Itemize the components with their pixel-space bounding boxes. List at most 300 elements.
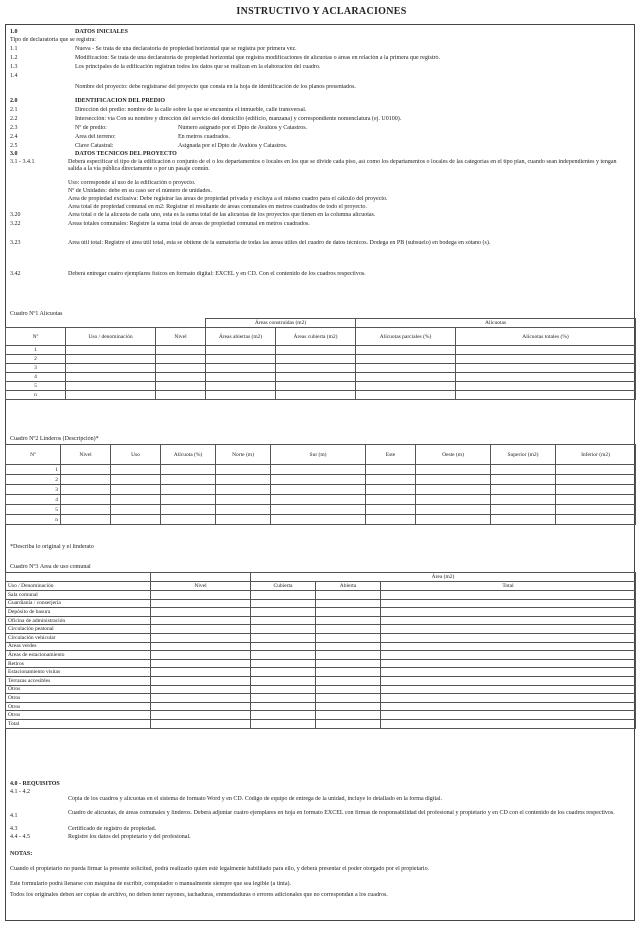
table1-cell — [66, 373, 156, 382]
table3-cell — [251, 642, 316, 651]
table2-cell — [556, 485, 636, 495]
table1-cell — [66, 346, 156, 355]
sec1-item-text: Modificación: Se trata de una declaratoria de propiedad horizontal que registra modificaciones de alícuotas o áreas en relación a la primera que registró. — [75, 55, 441, 61]
sec1-item-num: 1.2 — [10, 55, 18, 61]
table1-row-num: 1 — [6, 346, 66, 355]
table1-header: Uso / denominación — [66, 328, 156, 346]
table1-header: Alícuotas parciales (%) — [356, 328, 456, 346]
sec2-item-text: Dirección del predio: nombre de la calle sobre la que se encuentra el inmueble, calle transversal. — [75, 107, 307, 113]
table3-cell — [381, 711, 636, 720]
sec1-title: DATOS INICIALES — [75, 29, 128, 35]
table3-header: Total — [381, 582, 636, 591]
table3-cell — [381, 694, 636, 703]
sec3-num: 3.0 — [10, 151, 18, 157]
sec2-item-detail: Asignada por el Dpto de Avalúos y Catastros. — [178, 143, 288, 149]
table3-cell — [381, 651, 636, 660]
table2-cell — [416, 475, 491, 485]
table2-header: Este — [366, 445, 416, 465]
table2-cell — [216, 485, 271, 495]
table2-cell — [416, 515, 491, 525]
table3-cell — [251, 651, 316, 660]
table1-header: Nivel — [156, 328, 206, 346]
table3-cell — [151, 711, 251, 720]
table3-cell — [381, 608, 636, 617]
sec3-title: DATOS TECNICOS DEL PROYECTO — [75, 151, 177, 157]
table3-row-label: Guardianía / conserjería — [6, 599, 151, 608]
table3-cell — [381, 633, 636, 642]
table3-row-label: Estacionamiento visitas — [6, 668, 151, 677]
table1-cell — [356, 391, 456, 400]
table3-cell — [381, 702, 636, 711]
table1-group-alicuotas: Alícuotas — [356, 319, 636, 328]
table2-cell — [556, 515, 636, 525]
table3-cell — [151, 642, 251, 651]
table1-empty — [156, 319, 206, 328]
table1-cell — [206, 373, 276, 382]
table2-cell — [161, 475, 216, 485]
table1-row-num: 5 — [6, 382, 66, 391]
notes-line: Este formulario podrá llenarse con máquina de escribir, computador o manualmente siempre que sea legible (a tinta). — [10, 881, 291, 887]
sec4-sub: 4.1 - 4.2 — [10, 789, 30, 795]
sec1-num: 1.0 — [10, 29, 18, 35]
sec2-item-num: 2.4 — [10, 134, 18, 140]
sec3-item-text: Área total de propiedad comunal en m2: Registrar el resultante de áreas comunales en metros cuadrados de todo el proyecto. — [68, 204, 367, 210]
table-row — [6, 633, 636, 642]
table-row — [6, 711, 636, 720]
table2-cell — [216, 465, 271, 475]
sec4-item-num: 4.4 - 4.5 — [10, 834, 30, 840]
table3-cell — [151, 608, 251, 617]
table-row — [6, 382, 636, 391]
table2-cell — [366, 495, 416, 505]
sec2-item-num: 2.2 — [10, 116, 18, 122]
table1-cell — [66, 355, 156, 364]
table1-cell — [276, 373, 356, 382]
table1-cell — [156, 364, 206, 373]
table3-cell — [381, 591, 636, 600]
table1-cell — [276, 391, 356, 400]
table1-cell — [456, 391, 636, 400]
table1-cell — [356, 346, 456, 355]
table3-cell — [316, 599, 381, 608]
table1-cell — [156, 391, 206, 400]
table3-row-label: Áreas verdes — [6, 642, 151, 651]
table2-header: Inferior (m2) — [556, 445, 636, 465]
sec1-item-text: Los principales de la edificación registran todos los datos que se realizan en la elaboración del cuadro. — [75, 64, 321, 70]
table2-cell — [366, 465, 416, 475]
table1-cell — [456, 346, 636, 355]
sec4-item-text: Certificado de registro de propiedad. — [68, 826, 157, 832]
table3-area-comunal — [5, 572, 636, 729]
table2-row-num: 4 — [6, 495, 61, 505]
table1-empty — [6, 319, 66, 328]
table2-cell — [416, 465, 491, 475]
table1-cell — [66, 382, 156, 391]
table2-cell — [161, 465, 216, 475]
table1-cell — [156, 355, 206, 364]
table2-cell — [416, 485, 491, 495]
table2-cell — [271, 495, 366, 505]
table1-cell — [206, 391, 276, 400]
table1-cell — [356, 364, 456, 373]
table3-cell — [151, 633, 251, 642]
table1-cell — [66, 391, 156, 400]
table2-cell — [491, 515, 556, 525]
sec4-item-text: Copia de los cuadros y alícuotas en el sistema de formato Word y en CD. Código de equipo de entrega de la unidad, incluye lo detallado en la forma digital. — [68, 796, 442, 802]
table-row — [6, 465, 636, 475]
table3-cell — [381, 599, 636, 608]
table2-cell — [61, 475, 111, 485]
table3-cell — [251, 591, 316, 600]
table3-cell — [251, 659, 316, 668]
table1-cell — [206, 355, 276, 364]
sec2-num: 2.0 — [10, 98, 18, 104]
table-row — [6, 694, 636, 703]
table1-cell — [206, 364, 276, 373]
table2-cell — [61, 495, 111, 505]
table2-cell — [161, 515, 216, 525]
table2-cell — [161, 495, 216, 505]
sec4-item-num: 4.3 — [10, 826, 18, 832]
table-row — [6, 475, 636, 485]
table1-row-num: 3 — [6, 364, 66, 373]
table3-cell — [381, 685, 636, 694]
table3-row-label: Otros — [6, 711, 151, 720]
table1-cell — [276, 346, 356, 355]
table2-cell — [416, 505, 491, 515]
table3-header: Abierta — [316, 582, 381, 591]
sec4-item-text: Registre los datos del propietario y del profesional. — [68, 834, 191, 840]
table-row — [6, 719, 636, 728]
table3-row-label: Áreas de estacionamiento — [6, 651, 151, 660]
table2-cell — [111, 465, 161, 475]
notes-line: Cuando el propietario no pueda firmar la presente solicitud, podrá realizarlo quien esté legalmente habilitado para ello, y deberá presentar el poder otorgado por el propietario. — [10, 866, 430, 872]
table3-cell — [151, 616, 251, 625]
table3-cell — [316, 591, 381, 600]
table1-cell — [156, 382, 206, 391]
table3-row-label: Oficina de administración — [6, 616, 151, 625]
table3-cell — [251, 685, 316, 694]
sec3-item-text: Área de propiedad exclusiva: Debe registrar las áreas de propiedad privada y excluya a el mismo cuadro para el cálculo del proyecto. — [68, 196, 388, 202]
table-row — [6, 591, 636, 600]
table1-cell — [206, 382, 276, 391]
table2-linderos — [5, 444, 636, 525]
table3-cell — [251, 694, 316, 703]
table3-cell — [151, 599, 251, 608]
table-row — [6, 616, 636, 625]
table3-cell — [381, 676, 636, 685]
table2-cell — [556, 465, 636, 475]
table-row — [6, 346, 636, 355]
table1-header: Nº — [6, 328, 66, 346]
table3-cell — [316, 633, 381, 642]
table1-cell — [156, 346, 206, 355]
table2-cell — [161, 505, 216, 515]
table3-cell — [316, 608, 381, 617]
table1-empty — [66, 319, 156, 328]
table2-header: Nº — [6, 445, 61, 465]
table1-cell — [356, 355, 456, 364]
table3-cell — [151, 668, 251, 677]
table2-cell — [271, 515, 366, 525]
table3-cell — [151, 651, 251, 660]
table2-cell — [271, 485, 366, 495]
notes-line: Todos los originales deben ser copias de archivo, no deben tener rayones, tachaduras, enmendaduras o errores adicionales que no correspondan a los cuadros. — [10, 892, 388, 898]
table2-cell — [61, 465, 111, 475]
table-row — [6, 702, 636, 711]
table2-cell — [111, 515, 161, 525]
table3-caption: Cuadro Nº3 Área de uso comunal — [10, 564, 91, 570]
sec3-item-num: 3.23 — [10, 240, 21, 246]
table2-cell — [491, 485, 556, 495]
sec1-item-num: 1.3 — [10, 64, 18, 70]
sec2-title: IDENTIFICACION DEL PREDIO — [75, 98, 166, 104]
table1-cell — [456, 364, 636, 373]
table2-cell — [111, 495, 161, 505]
sec1-item-text: Nueva - Se trata de una declaratoria de propiedad horizontal que se registra por primera vez. — [75, 46, 297, 52]
table1-alicuotas — [5, 318, 636, 400]
table2-row-num: 5 — [6, 505, 61, 515]
sec2-item-text: Clave Catastral: — [75, 143, 114, 149]
table2-cell — [61, 505, 111, 515]
table-row — [6, 364, 636, 373]
table3-cell — [151, 694, 251, 703]
table3-cell — [151, 591, 251, 600]
table3-header: Cubierta — [251, 582, 316, 591]
table3-cell — [316, 676, 381, 685]
table-row — [6, 515, 636, 525]
table3-cell — [251, 711, 316, 720]
table3-empty — [6, 573, 151, 582]
sec3-item-num: 3.1 - 3.4.1 — [10, 159, 35, 165]
sec3-item-text: Uso: corresponde al uso de la edificación o proyecto. — [68, 180, 196, 186]
table2-cell — [111, 485, 161, 495]
sec2-item-text: Intersección: vía Con su nombre y dirección del servicio del domicilio (edificio, manzana) y correspondiente nomenclatura (ej. U0100). — [75, 116, 402, 122]
table3-cell — [381, 719, 636, 728]
table3-row-label: Otros — [6, 685, 151, 694]
table1-header: Áreas cubierta (m2) — [276, 328, 356, 346]
table2-cell — [491, 475, 556, 485]
note-original: *Describa lo original y el linderato — [10, 544, 94, 550]
table2-cell — [556, 495, 636, 505]
table1-group-areas: Áreas construidas (m2) — [206, 319, 356, 328]
table3-cell — [316, 642, 381, 651]
table-row — [6, 599, 636, 608]
table3-cell — [316, 711, 381, 720]
table3-row-label: Total — [6, 719, 151, 728]
document-title: INSTRUCTIVO Y ACLARACIONES — [236, 6, 407, 17]
table2-cell — [61, 485, 111, 495]
table1-cell — [356, 382, 456, 391]
table3-empty — [151, 573, 251, 582]
table3-cell — [381, 668, 636, 677]
table-row — [6, 485, 636, 495]
sec1-item-num: 1.4 — [10, 73, 18, 79]
table3-cell — [316, 702, 381, 711]
table2-header: Superior (m2) — [491, 445, 556, 465]
sec1-item-text: Nombre del proyecto: debe registrarse del proyecto que consta en la hoja de identificación de los planos presentados. — [75, 84, 356, 90]
table3-cell — [316, 651, 381, 660]
table2-cell — [271, 465, 366, 475]
table2-cell — [491, 495, 556, 505]
sec3-item-num: 3.20 — [10, 212, 21, 218]
table2-cell — [271, 475, 366, 485]
table3-cell — [381, 642, 636, 651]
table1-cell — [456, 382, 636, 391]
table3-row-label: Circulación vehicular — [6, 633, 151, 642]
table3-cell — [316, 694, 381, 703]
table3-cell — [251, 676, 316, 685]
sec3-item-num: 3.22 — [10, 221, 21, 227]
table-row — [6, 668, 636, 677]
sec2-item-num: 2.1 — [10, 107, 18, 113]
table2-header: Alícuota (%) — [161, 445, 216, 465]
table3-cell — [316, 616, 381, 625]
sec3-item-text: Nº de Unidades: debe en su caso ser el número de unidades. — [68, 188, 212, 194]
sec1-intro: Tipo de declaratoria que se registra: — [10, 37, 96, 43]
table3-cell — [151, 719, 251, 728]
table1-cell — [456, 373, 636, 382]
table1-cell — [276, 382, 356, 391]
table2-header: Sur (m) — [271, 445, 366, 465]
sec3-item-text: Área útil total: Registre el área útil total, esta se obtiene de la sumatoria de todas las áreas útiles del cuadro de datos técnicos. Dodega en PB (subsuelo) en bodega en sótano (s). — [68, 240, 491, 246]
sec2-item-text: Nº de predio: — [75, 125, 107, 131]
table3-group-area: Área (m2) — [251, 573, 636, 582]
table2-cell — [556, 505, 636, 515]
table-row — [6, 355, 636, 364]
table-row — [6, 642, 636, 651]
table3-row-label: Depósito de basura — [6, 608, 151, 617]
table3-row-label: Retiros — [6, 659, 151, 668]
table3-header: Uso / Denominación — [6, 582, 151, 591]
table1-header: Áreas abiertas (m2) — [206, 328, 276, 346]
table-row — [6, 625, 636, 634]
sec2-item-detail: En metros cuadrados. — [178, 134, 230, 140]
table3-row-label: Otros — [6, 702, 151, 711]
table2-cell — [556, 475, 636, 485]
table-row — [6, 651, 636, 660]
table1-caption: Cuadro Nº1 Alícuotas — [10, 311, 63, 317]
table3-row-label: Terrazas accesibles — [6, 676, 151, 685]
table2-cell — [216, 505, 271, 515]
table-row — [6, 676, 636, 685]
table2-cell — [216, 515, 271, 525]
table3-cell — [251, 633, 316, 642]
table-row — [6, 373, 636, 382]
table-row — [6, 659, 636, 668]
sec3-item-text: Área total o de la alícuota de cada uno, esta es la suma total de las alícuotas de los proyectos que tienen en la columna alícuotas. — [68, 212, 376, 218]
table-row — [6, 608, 636, 617]
table1-cell — [66, 364, 156, 373]
table2-cell — [366, 485, 416, 495]
table2-cell — [491, 465, 556, 475]
table2-header: Uso — [111, 445, 161, 465]
table2-header: Nivel — [61, 445, 111, 465]
table3-cell — [251, 668, 316, 677]
table2-cell — [491, 505, 556, 515]
table3-cell — [151, 676, 251, 685]
table2-cell — [111, 505, 161, 515]
table1-cell — [206, 346, 276, 355]
table1-cell — [456, 355, 636, 364]
table1-row-num: n — [6, 391, 66, 400]
table3-cell — [151, 702, 251, 711]
table3-cell — [316, 685, 381, 694]
table2-cell — [111, 475, 161, 485]
sec4-title: 4.0 - REQUISITOS — [10, 781, 60, 787]
table3-cell — [251, 608, 316, 617]
table2-cell — [271, 505, 366, 515]
table2-cell — [416, 495, 491, 505]
table3-cell — [151, 625, 251, 634]
table2-cell — [216, 495, 271, 505]
sec1-item-num: 1.1 — [10, 46, 18, 52]
sec3-item-text: Áreas totales comunales: Registre la suma total de áreas de propiedad comunal en metros cuadrados. — [68, 221, 310, 227]
table3-row-label: Circulación peatonal — [6, 625, 151, 634]
table3-cell — [151, 659, 251, 668]
table2-cell — [161, 485, 216, 495]
table3-cell — [316, 719, 381, 728]
table2-header: Norte (m) — [216, 445, 271, 465]
table3-cell — [316, 668, 381, 677]
table2-row-num: 1 — [6, 465, 61, 475]
table3-cell — [316, 659, 381, 668]
table2-row-num: 3 — [6, 485, 61, 495]
table3-header: Nivel — [151, 582, 251, 591]
table3-cell — [251, 719, 316, 728]
table1-row-num: 4 — [6, 373, 66, 382]
sec2-item-num: 2.5 — [10, 143, 18, 149]
table2-row-num: n — [6, 515, 61, 525]
table3-cell — [381, 625, 636, 634]
table2-cell — [366, 475, 416, 485]
table-row — [6, 685, 636, 694]
table1-cell — [276, 355, 356, 364]
table1-row-num: 2 — [6, 355, 66, 364]
table3-cell — [251, 702, 316, 711]
table3-cell — [381, 659, 636, 668]
sec2-item-num: 2.3 — [10, 125, 18, 131]
table-row — [6, 391, 636, 400]
notes-title: NOTAS: — [10, 851, 33, 857]
table1-header: Alícuotas totales (%) — [456, 328, 636, 346]
table-row — [6, 495, 636, 505]
table1-cell — [156, 373, 206, 382]
table2-row-num: 2 — [6, 475, 61, 485]
sec3-item-num: 3.42 — [10, 271, 21, 277]
table3-cell — [381, 616, 636, 625]
sec2-item-text: Área del terreno: — [75, 134, 116, 140]
table3-cell — [251, 599, 316, 608]
table-row — [6, 505, 636, 515]
sec3-item-text: Deberá especificar el tipo de la edificación o conjunto de el o los departamentos o locales en los que se divide cada piso, así como los departamentos o locales de las categorías en el tipo plan, cuando sean independientes y tengan salida a la vía pública directamente o por un pasaje común. — [68, 159, 617, 172]
table3-cell — [251, 625, 316, 634]
table1-cell — [356, 373, 456, 382]
table2-caption: Cuadro Nº2 Linderos (Descripción)* — [10, 436, 99, 442]
table2-cell — [216, 475, 271, 485]
table3-cell — [316, 625, 381, 634]
table3-row-label: Otros — [6, 694, 151, 703]
sec4-item-text: Cuadro de alícuotas, de áreas comunales y linderos. Deberá adjuntar cuatro ejemplares en hoja en formato EXCEL con firmas de responsabilidad del profesional y propietario y en CD con el contenido de los cuadros respectivos. — [68, 810, 615, 816]
table2-cell — [366, 515, 416, 525]
sec3-item-text: Deberá entregar cuatro ejemplares físicos en formato digital: EXCEL y en CD. Con el contenido de los cuadros respectivos. — [68, 271, 366, 277]
table3-row-label: Sala comunal — [6, 591, 151, 600]
table2-cell — [366, 505, 416, 515]
table1-cell — [276, 364, 356, 373]
table2-header: Oeste (m) — [416, 445, 491, 465]
sec2-item-detail: Número asignado por el Dpto de Avalúos y Catastros. — [178, 125, 308, 131]
table3-cell — [151, 685, 251, 694]
